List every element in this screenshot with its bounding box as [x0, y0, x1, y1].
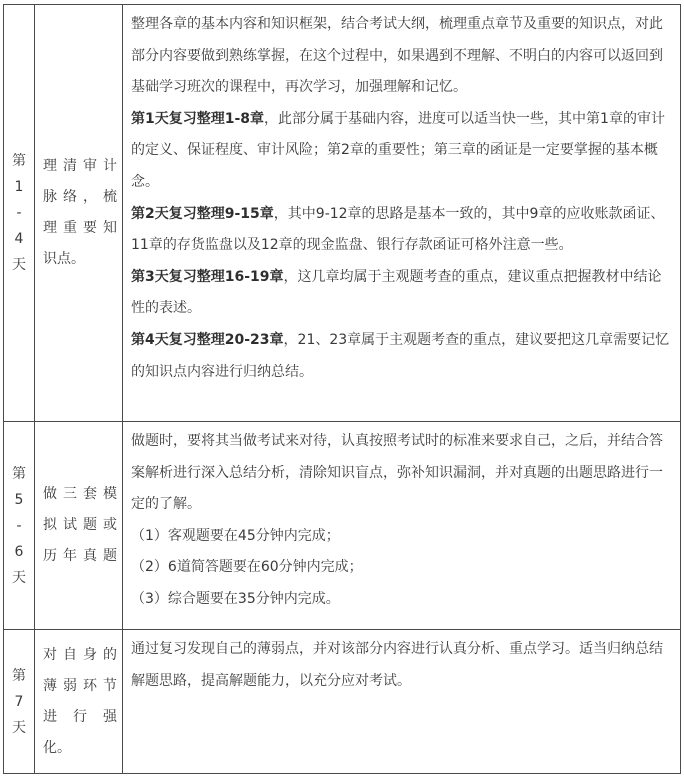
task-line: 理重要知: [43, 220, 117, 236]
task-line: 做三套模: [43, 486, 117, 502]
day-char: 6: [14, 543, 24, 560]
table-row: [4, 630, 681, 774]
content-paragraph: 第2天复习整理9-15章，其中9-12章的思路是基本一致的，其中9章的应收账款函证、11章的存货监盘以及12章的现金监盘、银行存款函证可格外注意一些。: [131, 205, 665, 254]
content-paragraph: 第3天复习整理16-19章，这几章均属于主观题考查的重点，建议重点把握教材中结论性的表述。: [131, 268, 662, 317]
content-cell: [123, 422, 681, 630]
content-paragraph: 整理各章的基本内容和知识框架，结合考试大纲，梳理重点章节及重要的知识点，对此部分内容要做到熟练掌握，在这个过程中，如果遇到不理解、不明白的内容可以返回到基础学习班次的课程中，再次学习，加强理解和记忆。: [131, 16, 663, 96]
day-heading: 第1天复习整理1-8章: [131, 110, 265, 127]
task-line: 拟试题或: [43, 517, 117, 533]
task-line: 进 行 强: [43, 708, 117, 725]
task-line: 对自身的: [43, 646, 117, 663]
task-line: 化。: [43, 739, 71, 756]
day-char: 天: [12, 569, 26, 586]
day-char: 4: [14, 231, 24, 247]
task-line: 理清审计: [43, 158, 117, 174]
task-line: 脉络，梳: [43, 189, 117, 205]
day-cell: [4, 5, 35, 422]
day-char: 第: [12, 153, 26, 169]
day-char: 第: [12, 667, 26, 684]
content-paragraph: 第1天复习整理1-8章，此部分属于基础内容，进度可以适当快一些，其中第1章的审计的定义、保证程度、审计风险；第2章的重要性；第三章的函证是一定要掌握的基本概念。: [131, 110, 665, 190]
content-paragraph: （1）客观题要在45分钟内完成；: [131, 527, 340, 544]
table-row: [4, 422, 681, 630]
day-char: 天: [12, 257, 26, 273]
day-char: 天: [12, 719, 26, 736]
day-char: -: [16, 517, 22, 534]
content-paragraph: 通过复习发现自己的薄弱点，并对该部分内容进行认真分析、重点学习。适当归纳总结解题思路，提高解题能力，以充分应对考试。: [131, 641, 663, 689]
content-paragraph: （3）综合题要在35分钟内完成。: [131, 590, 340, 607]
task-line: 历年真题: [43, 548, 117, 564]
day-char: 5: [14, 491, 24, 508]
day-char: 1: [14, 179, 24, 195]
task-cell: [35, 630, 123, 774]
content-cell: [123, 5, 681, 422]
day-cell: [4, 630, 35, 774]
review-plan-table: [3, 4, 681, 774]
day-heading: 第3天复习整理16-19章: [131, 268, 284, 285]
content-paragraph: 做题时，要将其当做考试来对待，认真按照考试时的标准来要求自己，之后，并结合答案解析进行深入总结分析，清除知识盲点，弥补知识漏洞，并对真题的出题思路进行一定的了解。: [131, 433, 663, 513]
day-heading: 第2天复习整理9-15章: [131, 205, 274, 222]
content-paragraph: 第4天复习整理20-23章，21、23章属于主观题考查的重点，建议要把这几章需要记忆的知识点内容进行归纳总结。: [131, 331, 670, 380]
task-line: 识点。: [43, 251, 85, 267]
task-line: 薄弱环节: [43, 677, 117, 694]
day-heading: 第4天复习整理20-23章: [131, 331, 284, 348]
day-cell: [4, 422, 35, 630]
table-row: [4, 5, 681, 422]
day-char: -: [16, 205, 22, 221]
content-cell: [123, 630, 681, 774]
task-cell: [35, 422, 123, 630]
task-cell: [35, 5, 123, 422]
day-char: 第: [12, 465, 26, 482]
day-char: 7: [14, 693, 24, 710]
content-paragraph: （2）6道简答题要在60分钟内完成；: [131, 559, 363, 576]
